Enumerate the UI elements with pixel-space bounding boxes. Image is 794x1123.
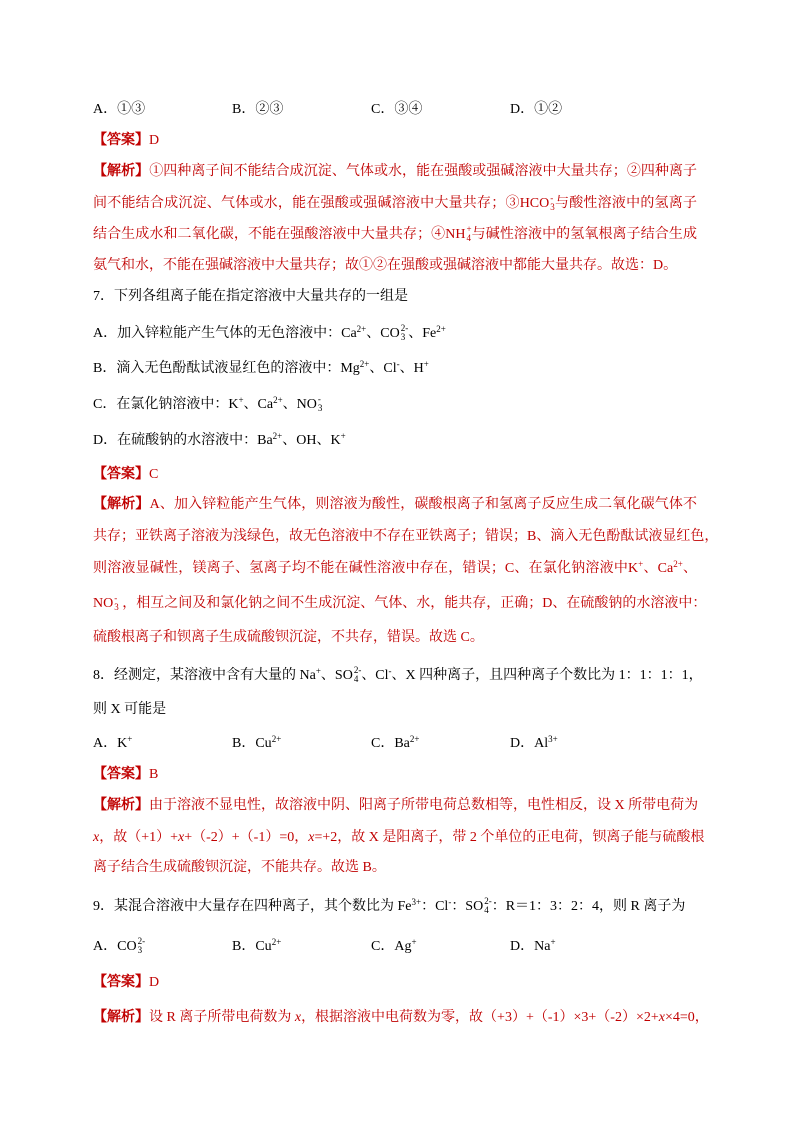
ion-charge: 2+	[673, 559, 683, 569]
text-run: 与碱性溶液中的氢氧根离子结合生成	[471, 227, 697, 242]
text-run: 、NO	[282, 397, 317, 412]
q6-option-d	[510, 100, 649, 120]
ion-charge: -	[448, 897, 452, 907]
q9-stem	[93, 897, 685, 917]
question-text	[93, 665, 703, 684]
text-run: B．Cu	[232, 939, 272, 954]
ion-notation	[318, 395, 323, 413]
text-run: A．K	[93, 736, 128, 751]
text-run: A．CO	[93, 939, 137, 954]
q6-answer	[93, 131, 159, 151]
text-run: +（-2）+（-1）=0，	[184, 830, 309, 845]
q6-analysis-line-3	[93, 225, 697, 245]
text-run: 则 X 可能是	[93, 702, 167, 717]
ion-charge: 2-	[484, 896, 492, 906]
q8-option-d	[510, 734, 649, 754]
text-run: 与酸性溶液中的氢离子	[554, 196, 697, 211]
answer-value: B	[149, 767, 159, 782]
q8-option-a	[93, 734, 232, 754]
option-text	[93, 323, 446, 342]
variable-x: x	[308, 830, 315, 845]
ion-charge: 2+	[436, 324, 446, 334]
ion-charge: +	[340, 431, 346, 441]
q7-answer	[93, 465, 158, 485]
text-run: B．②③	[232, 102, 284, 117]
text-run: 硫酸根离子和钡离子生成硫酸钡沉淀，不共存，错误。故选 C。	[93, 630, 484, 645]
text-run: NO	[93, 596, 114, 611]
text-run: 设 R 离子所带电荷数为	[149, 1010, 295, 1025]
option-text	[93, 433, 346, 448]
text-run: B．滴入无色酚酞试液显红色的溶液中：Mg	[93, 361, 360, 376]
analysis-label: 【解析】	[93, 798, 149, 813]
analysis-text	[93, 830, 704, 845]
text-run: ，相互之间及和氯化钠之间不生成沉淀、气体、水，能共存，正确；D、在硫酸钠的水溶液中：	[118, 596, 707, 611]
text-run: 、Cl	[369, 361, 397, 376]
ion-charge: +	[466, 224, 472, 234]
text-run: 、OH、K	[282, 433, 341, 448]
atom-count: 4	[353, 674, 359, 684]
text-run: C．Ba	[371, 736, 410, 751]
option-text	[93, 361, 429, 376]
q8-analysis-line-1	[93, 796, 697, 816]
q7-stem	[93, 287, 408, 307]
q7-analysis-line-5	[93, 628, 484, 648]
q7-option-b	[93, 359, 429, 379]
text-run: A．①③	[93, 102, 146, 117]
analysis-text	[93, 561, 697, 576]
q7-analysis-line-2	[93, 527, 719, 547]
analysis-text	[93, 193, 697, 212]
text-run: ：Cl	[421, 899, 449, 914]
ion-charge: 2+	[409, 734, 420, 744]
atom-count: 3	[114, 602, 119, 612]
q6-options	[93, 100, 649, 120]
ion-charge: +	[127, 734, 133, 744]
text-run: D．Al	[510, 736, 549, 751]
answer-value: C	[149, 467, 159, 482]
text-run: ：R＝1：3：2：4，则 R 离子为	[491, 899, 686, 914]
ion-charge: -	[396, 359, 400, 369]
q9-option-c	[371, 937, 510, 957]
text-run: 则溶液显碱性，镁离子、氢离子均不能在碱性溶液中存在，错误；C、在氯化钠溶液中K	[93, 561, 639, 576]
text-run: =+2，故 X 是阳离子，带 2 个单位的正电荷，钡离子能与硫酸根	[314, 830, 705, 845]
q7-option-c	[93, 395, 322, 415]
ion-charge: +	[550, 937, 556, 947]
variable-x: x	[93, 830, 100, 845]
analysis-text	[149, 798, 698, 813]
question-text	[93, 702, 166, 717]
text-run: 离子结合生成硫酸钡沉淀，不能共存。故选 B。	[93, 860, 386, 875]
answer-value: D	[149, 133, 160, 148]
q9-options	[93, 937, 649, 957]
text-run: C．Ag	[371, 939, 412, 954]
text-run: A．加入锌粒能产生气体的无色溶液中：Ca	[93, 326, 357, 341]
analysis-text	[150, 497, 697, 512]
ion-charge: 2-	[400, 323, 409, 333]
ion-charge: +	[411, 937, 417, 947]
variable-x: x	[294, 1010, 302, 1025]
ion-charge: 2+	[356, 324, 367, 334]
atom-count: 4	[484, 905, 489, 915]
atom-count: 3	[317, 403, 323, 413]
text-run: 7．下列各组离子能在指定溶液中大量共存的一组是	[93, 289, 408, 304]
ion-charge: -	[317, 394, 321, 404]
text-run: D．Na	[510, 939, 551, 954]
ion-notation	[138, 937, 146, 955]
text-run: 、H	[399, 361, 424, 376]
analysis-label: 【解析】	[93, 1010, 149, 1025]
atom-count: 3	[400, 332, 406, 342]
text-run: D．在硫酸钠的水溶液中：Ba	[93, 433, 273, 448]
analysis-label: 【解析】	[93, 497, 150, 512]
ion-charge: 2-	[137, 936, 146, 946]
text-run: 、Fe	[408, 326, 437, 341]
ion-notation	[484, 897, 492, 915]
ion-charge: +	[315, 666, 321, 676]
variable-x: x	[178, 830, 185, 845]
ion-charge: +	[423, 359, 429, 369]
analysis-text	[93, 593, 707, 612]
q8-options	[93, 734, 649, 754]
text-run: 、CO	[366, 326, 400, 341]
q7-option-d	[93, 431, 346, 451]
atom-count: 3	[550, 202, 555, 212]
analysis-text	[149, 164, 697, 179]
analysis-text	[93, 630, 484, 645]
text-run: 9．某混合溶液中大量存在四种离子，其个数比为 Fe	[93, 899, 412, 914]
q6-option-a	[93, 100, 232, 120]
atom-count: 3	[137, 945, 143, 955]
ion-charge: +	[238, 395, 244, 405]
atom-count: 4	[466, 233, 471, 243]
q7-option-a	[93, 324, 446, 344]
analysis-label: 【解析】	[93, 164, 150, 179]
text-run: 、SO	[320, 668, 353, 683]
analysis-text	[93, 529, 718, 544]
text-run: ，根据溶液中电荷数为零，故（+3）+（-1）×3+（-2）×2+	[301, 1010, 659, 1025]
text-run: 由于溶液不显电性，故溶液中阴、阳离子所带电荷总数相等，电性相反，设 X 所带电荷为	[149, 798, 699, 813]
text-run: C．③④	[371, 102, 423, 117]
analysis-text	[93, 860, 386, 875]
ion-charge: 2+	[271, 937, 282, 947]
text-run: 、X 四种离子，且四种离子个数比为 1：1：1：1，	[391, 668, 703, 683]
ion-charge: 2+	[272, 431, 283, 441]
ion-charge: -	[388, 666, 392, 676]
question-text	[93, 896, 686, 915]
q8-stem-line-2	[93, 700, 166, 720]
q6-option-b	[232, 100, 371, 120]
q7-analysis-line-1	[93, 495, 697, 515]
answer-label: 【答案】	[93, 467, 149, 482]
question-text	[93, 289, 408, 304]
q8-option-b	[232, 734, 371, 754]
q6-analysis-line-1	[93, 162, 697, 182]
ion-charge: 3+	[411, 897, 422, 907]
ion-charge: 2+	[273, 395, 283, 405]
answer-label: 【答案】	[93, 975, 149, 990]
text-run: 间不能结合成沉淀、气体或水，能在强酸或强碱溶液中大量共存；③HCO	[93, 196, 550, 211]
text-run: 8．经测定，某溶液中含有大量的 Na	[93, 668, 316, 683]
text-run: 氨气和水，不能在强碱溶液中大量共存；故①②在强酸或强碱溶液中都能大量共存。故选：D。	[93, 258, 678, 273]
text-run: D．①②	[510, 102, 563, 117]
text-run: 、Ca	[643, 561, 674, 576]
q8-option-c	[371, 734, 510, 754]
q8-answer	[93, 765, 158, 785]
q9-option-d	[510, 937, 649, 957]
q9-option-b	[232, 937, 371, 957]
ion-charge: +	[638, 559, 644, 569]
text-run: 共存；亚铁离子溶液为浅绿色，故无色溶液中不存在亚铁离子；错误；B、滴入无色酚酞试液显红色，	[93, 529, 719, 544]
text-run: ×4=0，	[664, 1010, 709, 1025]
text-run: B．Cu	[232, 736, 272, 751]
option-text	[93, 394, 323, 413]
q6-option-c	[371, 100, 510, 120]
answer-value: D	[149, 975, 160, 990]
text-run: 、Ca	[243, 397, 274, 412]
q7-analysis-line-4	[93, 593, 707, 614]
ion-charge: 2-	[353, 665, 362, 675]
q7-analysis-line-3	[93, 559, 697, 579]
answer-label: 【答案】	[93, 767, 149, 782]
q6-analysis-line-4	[93, 256, 677, 276]
ion-charge: -	[114, 593, 118, 603]
analysis-text	[93, 258, 677, 273]
analysis-text	[93, 224, 697, 243]
q9-analysis-line-1	[93, 1008, 709, 1028]
text-run: C．在氯化钠溶液中：K	[93, 397, 239, 412]
variable-x: x	[658, 1010, 665, 1025]
ion-charge: 2+	[359, 359, 370, 369]
ion-charge: -	[550, 193, 554, 203]
q8-analysis-line-2	[93, 828, 705, 848]
text-run: 、	[682, 561, 697, 576]
analysis-text	[149, 1010, 709, 1025]
text-run: A、加入锌粒能产生气体，则溶液为酸性，碳酸根离子和氢离子反应生成二氧化碳气体不	[149, 497, 698, 512]
q9-answer	[93, 973, 159, 993]
q8-analysis-line-3	[93, 858, 386, 878]
text-run: 结合生成水和二氧化碳，不能在强酸溶液中大量共存；④NH	[93, 227, 466, 242]
ion-charge: 2+	[271, 734, 282, 744]
q6-analysis-line-2	[93, 194, 697, 214]
ion-charge: 3+	[548, 734, 558, 744]
text-run: 、Cl	[361, 668, 389, 683]
text-run: ①四种离子间不能结合成沉淀、气体或水，能在强酸或强碱溶液中大量共存；②四种离子	[149, 164, 698, 179]
q9-option-a	[93, 937, 232, 957]
text-run: ：SO	[451, 899, 484, 914]
q8-stem-line-1	[93, 665, 703, 686]
text-run: ，故（+1）+	[99, 830, 179, 845]
answer-label: 【答案】	[93, 133, 149, 148]
